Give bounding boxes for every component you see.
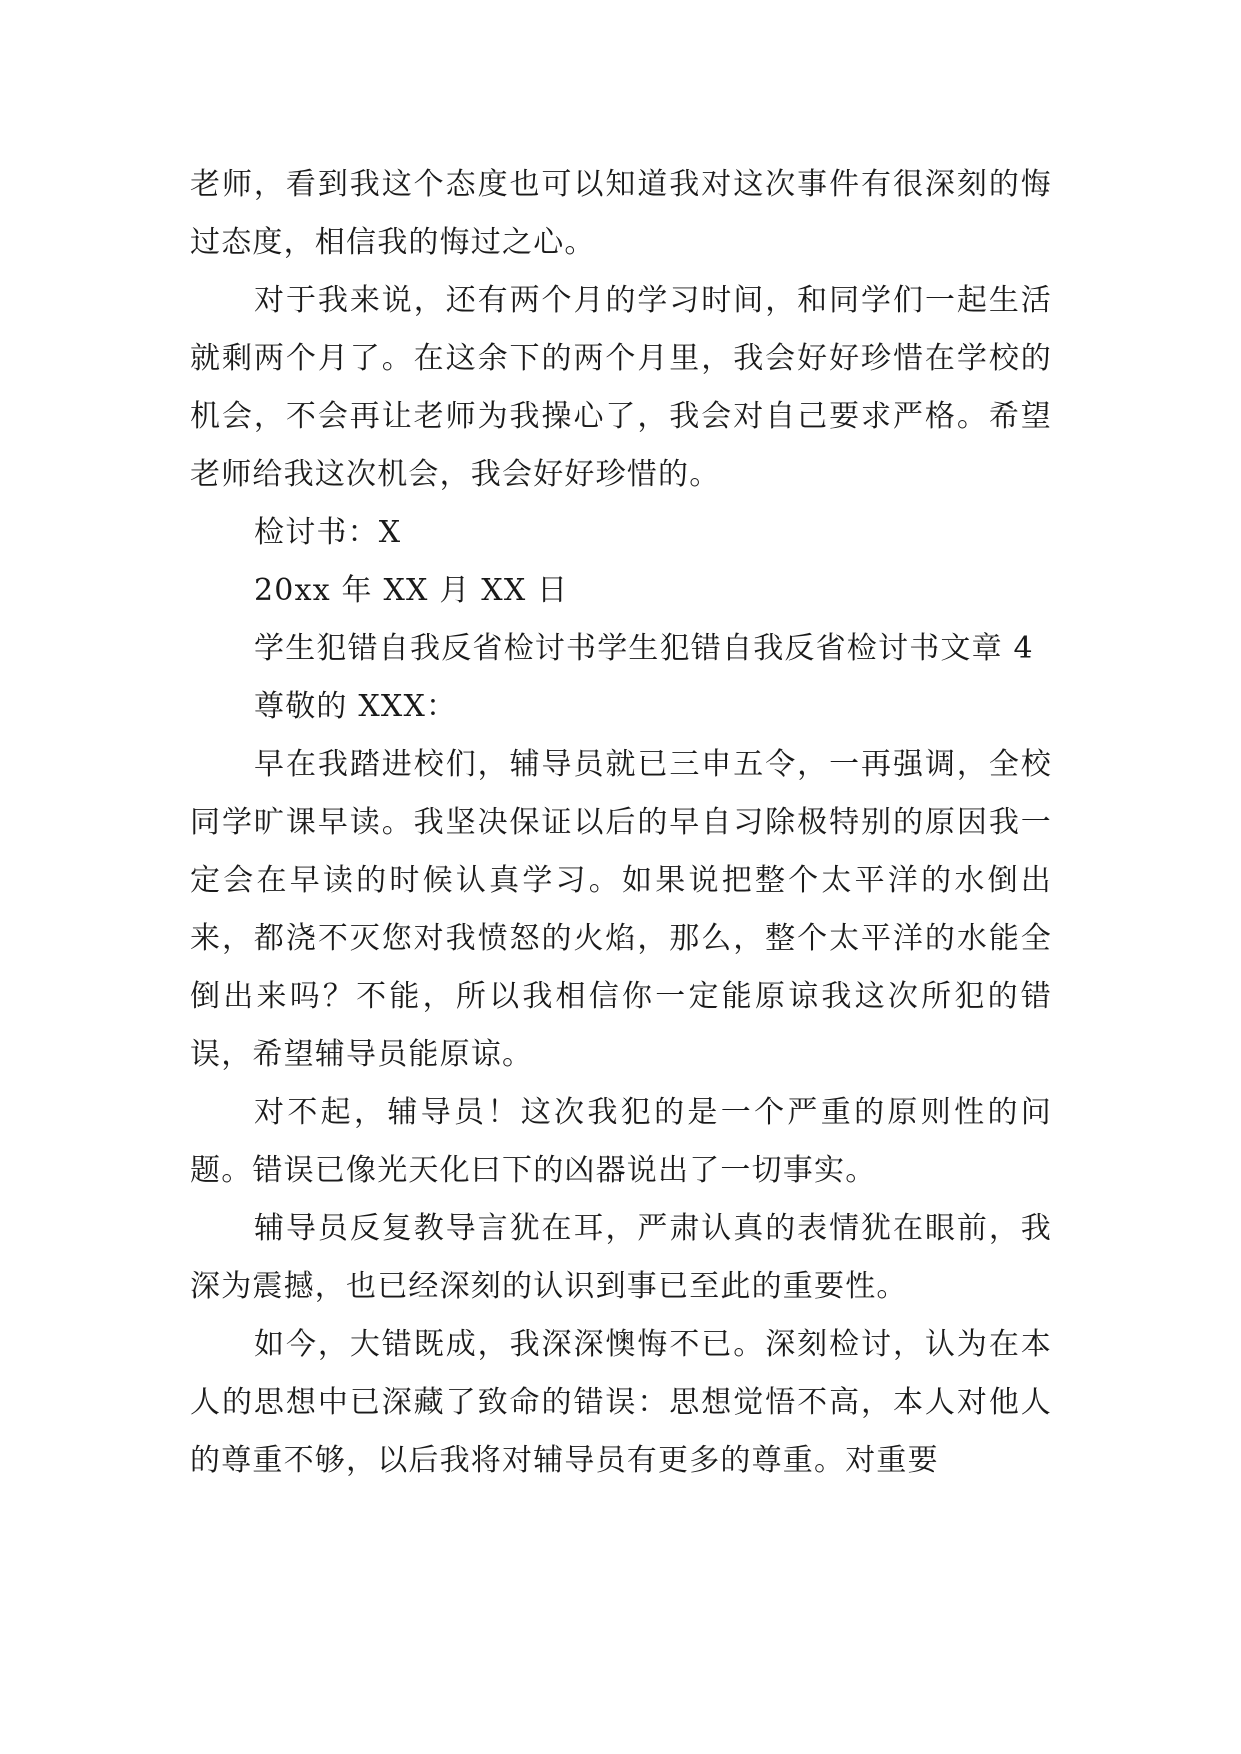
date-line: 20xx 年 XX 月 XX 日 [254, 573, 569, 608]
paragraph-teaching: 辅导员反复教导言犹在耳，严肃认真的表情犹在眼前，我深为震撼，也已经深刻的认识到事已至此的重要性。 [190, 1211, 1052, 1304]
paragraph-early-reading: 早在我踏进校们，辅导员就已三申五令，一再强调，全校同学旷课早读。我坚决保证以后的早自习除极特别的原因我一定会在早读的时候认真学习。如果说把整个太平洋的水倒出来，都浇不灭您对我愤怒的火焰，那么，整个太平洋的水能全倒出来吗？不能，所以我相信你一定能原谅我这次所犯的错误，希望辅导员能原谅。 [190, 747, 1052, 1072]
paragraph-apology: 对不起，辅导员！这次我犯的是一个严重的原则性的问题。错误已像光天化曰下的凶器说出了一切事实。 [190, 1095, 1052, 1188]
salutation: 尊敬的 XXX： [254, 689, 458, 724]
signature-line: 检讨书：X [254, 515, 402, 550]
paragraph-continuation: 老师，看到我这个态度也可以知道我对这次事件有很深刻的悔过态度，相信我的悔过之心。 [190, 167, 1052, 260]
article-title: 学生犯错自我反省检讨书学生犯错自我反省检讨书文章 4 [254, 631, 1034, 666]
document-body [190, 156, 1052, 1490]
paragraph-two-months: 对于我来说，还有两个月的学习时间，和同学们一起生活就剩两个月了。在这余下的两个月里，我会好好珍惜在学校的机会，不会再让老师为我操心了，我会对自己要求严格。希望老师给我这次机会，我会好好珍惜的。 [190, 283, 1052, 492]
paragraph-regret: 如今，大错既成，我深深懊悔不已。深刻检讨，认为在本人的思想中已深藏了致命的错误：思想觉悟不高，本人对他人的尊重不够，以后我将对辅导员有更多的尊重。对重要 [190, 1327, 1052, 1478]
